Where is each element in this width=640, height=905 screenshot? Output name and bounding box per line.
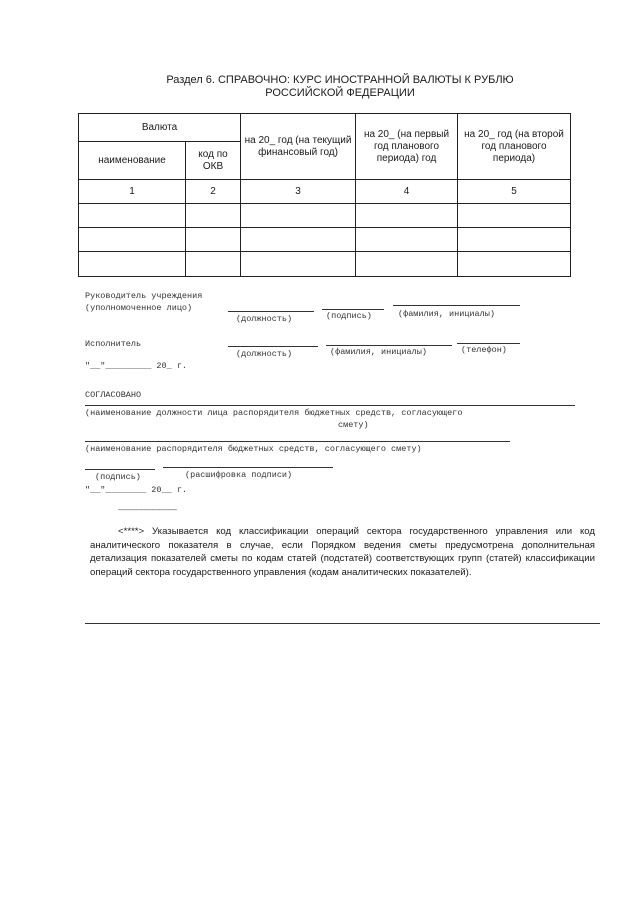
manager-decode-line (163, 467, 333, 468)
agreed-label: СОГЛАСОВАНО (85, 390, 142, 400)
manager-name-line (85, 441, 510, 442)
manager-position-caption-1: (наименование должности лица распорядителя бюджетных средств, согласующего (85, 408, 463, 418)
table-cell (241, 228, 356, 252)
executor-phone-line (457, 343, 520, 344)
executor-surname-caption: (фамилия, инициалы) (330, 347, 427, 357)
table-row (79, 228, 571, 252)
section-title-line-2: РОССИЙСКОЙ ФЕДЕРАЦИИ (265, 87, 415, 99)
section-title-line-1: Раздел 6. СПРАВОЧНО: КУРС ИНОСТРАННОЙ ВАЛЮТЫ К РУБЛЮ (166, 74, 514, 86)
table-cell (458, 252, 571, 277)
manager-name-caption: (наименование распорядителя бюджетных средств, согласующего смету) (85, 444, 422, 454)
table-cell (79, 252, 186, 277)
head-position-caption: (должность) (236, 314, 293, 324)
manager-position-line (85, 405, 575, 406)
date-line: "__"_________ 20_ г. (85, 361, 188, 371)
footnote-separator: -------------------------------- (118, 507, 177, 514)
table-cell (458, 204, 571, 228)
exchange-rate-table (78, 113, 571, 277)
executor-label: Исполнитель (85, 339, 142, 349)
column-number: 4 (356, 180, 458, 204)
manager-signature-caption: (подпись) (95, 472, 141, 482)
footnote-text: <****> Указывается код классификации операций сектора государственного управления или код аналитического показателя в случае, если Порядком ведения сметы предусмотрена дополнительная детализация показателей сметы по кодам статей (подстатей) соответствующих групп (статей) классификации операций сектора государственного управления (кодам аналитических показателей). (90, 526, 595, 578)
table-row (79, 204, 571, 228)
table-cell (356, 252, 458, 277)
head-position-line (228, 311, 314, 312)
executor-surname-line (326, 345, 452, 346)
column-number: 5 (458, 180, 571, 204)
table-cell (186, 252, 241, 277)
table-cell (356, 228, 458, 252)
column-number: 3 (241, 180, 356, 204)
year-current-header: на 20_ год (на текущий финансовый год) (241, 114, 356, 180)
table-row (79, 252, 571, 277)
year-first-planned-header: на 20_ (на первый год планового периода) год (356, 114, 458, 180)
executor-position-line (228, 346, 318, 347)
currency-header: Валюта (79, 114, 241, 142)
table-cell (356, 204, 458, 228)
date-line-2: "__"________ 20__ г. (85, 485, 188, 495)
head-surname-line (393, 305, 520, 306)
head-surname-caption: (фамилия, инициалы) (398, 309, 495, 319)
manager-position-caption-2: смету) (338, 420, 369, 430)
table-cell (186, 228, 241, 252)
bottom-rule (85, 623, 600, 624)
manager-decode-caption: (расшифровка подписи) (185, 470, 293, 480)
okv-code-header: код по ОКВ (186, 142, 241, 180)
table-cell (79, 228, 186, 252)
head-signature-line (322, 309, 384, 310)
column-number: 2 (186, 180, 241, 204)
table-cell (241, 204, 356, 228)
table-cell (79, 204, 186, 228)
table-cell (458, 228, 571, 252)
currency-name-header: наименование (79, 142, 186, 180)
column-number: 1 (79, 180, 186, 204)
manager-signature-line (85, 469, 155, 470)
table-cell (186, 204, 241, 228)
head-signature-caption: (подпись) (326, 311, 372, 321)
year-second-planned-header: на 20_ год (на второй год планового периода) (458, 114, 571, 180)
head-label-2: (уполномоченное лицо) (85, 303, 193, 313)
table-cell (241, 252, 356, 277)
head-label-1: Руководитель учреждения (85, 291, 203, 301)
executor-position-caption: (должность) (236, 349, 293, 359)
executor-phone-caption: (телефон) (461, 345, 507, 355)
section-title (150, 74, 530, 100)
